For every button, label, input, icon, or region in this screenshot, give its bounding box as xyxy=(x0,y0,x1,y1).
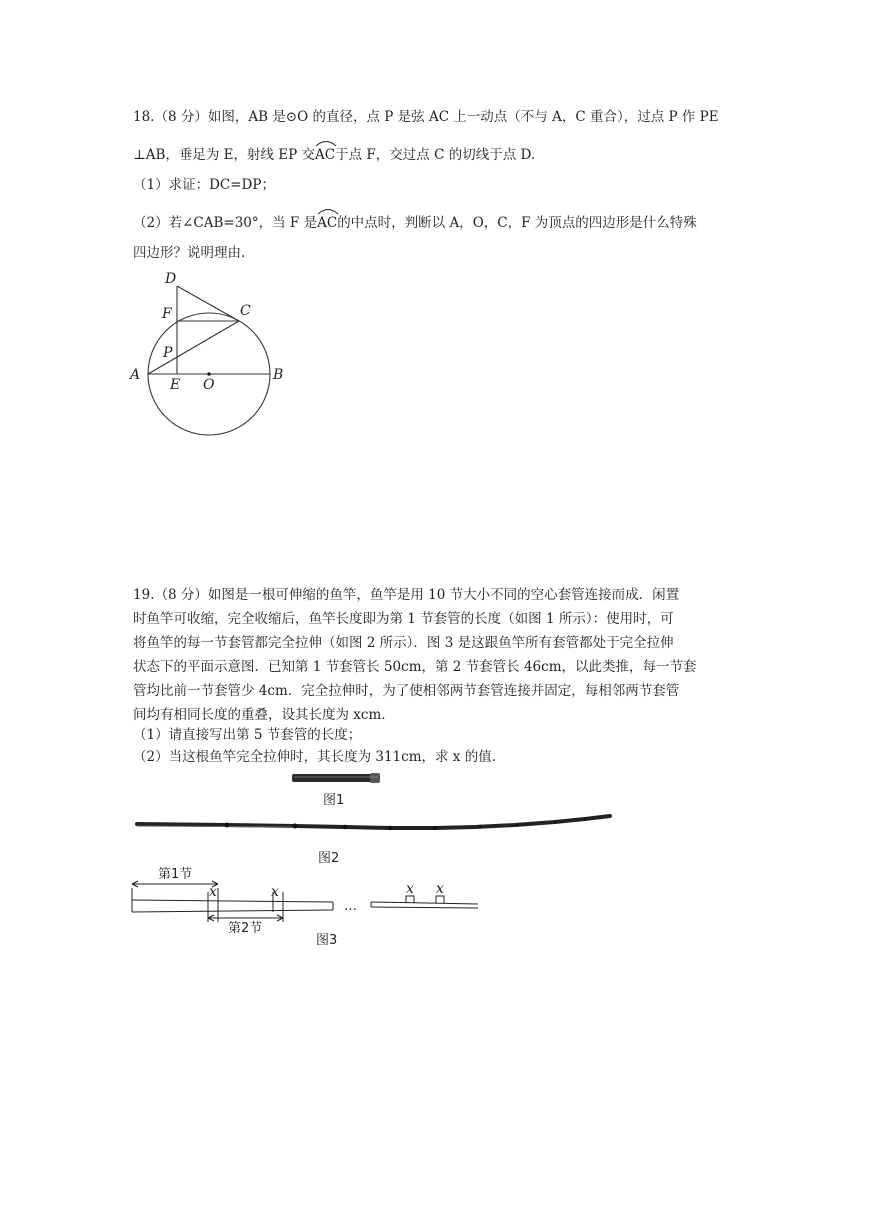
arc-ac-label-2: AC xyxy=(317,210,337,232)
joint xyxy=(388,826,392,830)
joint xyxy=(478,825,482,829)
q19-part1: （1）请直接写出第 5 节套管的长度； xyxy=(133,727,362,743)
q19-line1: 19.（8 分）如图是一根可伸缩的鱼竿，鱼竿是用 10 节大小不同的空心套管连接而成．闲置 xyxy=(133,587,680,603)
q18-part1: （1）求证：DC=DP； xyxy=(133,177,275,193)
label-o: O xyxy=(203,377,215,393)
rod-body xyxy=(292,774,380,782)
label-p: P xyxy=(163,345,173,361)
label-b: B xyxy=(273,367,284,383)
joint xyxy=(343,825,348,830)
fig3-schematic xyxy=(128,862,488,952)
fig3-label-seg2: 第2节 xyxy=(228,921,263,936)
fig1-collapsed-rod xyxy=(290,768,390,812)
chord-ac xyxy=(148,321,239,374)
label-d: D xyxy=(165,271,177,287)
joint xyxy=(433,826,437,830)
joint xyxy=(225,823,230,828)
q18-geometry-figure xyxy=(125,268,295,448)
joint xyxy=(293,824,298,829)
arc-ac-label: AC xyxy=(315,142,335,164)
arc-mark-icon xyxy=(315,139,337,147)
q18-line2-start: ⊥AB，垂足为 E，射线 EP 交 xyxy=(133,147,316,163)
fig3-label-seg1: 第1节 xyxy=(158,867,193,882)
label-e: E xyxy=(170,377,181,393)
q19-line3: 将鱼竿的每一节套管都完全拉伸（如图 2 所示）．图 3 是这跟鱼竿所有套管都处于完全拉伸 xyxy=(133,635,674,651)
rod-top xyxy=(132,900,333,902)
arc-mark-icon xyxy=(317,207,339,215)
fig2-caption: 图2 xyxy=(318,851,340,866)
label-a: A xyxy=(130,367,141,383)
q19-line4: 状态下的平面示意图．已知第 1 节套管长 50cm，第 2 节套管长 46cm，以此类推，每一节套 xyxy=(133,659,697,675)
q18-line2-end: 于点 F，交过点 C 的切线于点 D. xyxy=(335,147,536,163)
fig3-x-3: x xyxy=(406,881,414,897)
fig3-ellipsis: … xyxy=(344,899,357,914)
q18-part2-end: 的中点时，判断以 A，O，C，F 为顶点的四边形是什么特殊 xyxy=(337,215,697,231)
center-dot xyxy=(207,372,211,376)
fig3-x-4: x xyxy=(436,881,444,897)
q19-line2: 时鱼竿可收缩，完全收缩后，鱼竿长度即为第 1 节套管的长度（如图 1 所示）：使用时，可 xyxy=(133,611,674,627)
fig3-x-2: x xyxy=(271,884,279,900)
q19-line5: 管均比前一节套管少 4cm．完全拉伸时，为了使相邻两节套管连接并固定，每相邻两节套管 xyxy=(133,683,680,699)
fig1-caption: 图1 xyxy=(323,793,345,808)
q18-part2-start: （2）若∠CAB=30°，当 F 是 xyxy=(133,215,318,231)
rod-bottom xyxy=(132,910,333,912)
q19-line6: 间均有相同长度的重叠，设其长度为 xcm. xyxy=(133,707,386,723)
rod-tip xyxy=(370,773,380,783)
fig2-extended-rod xyxy=(135,812,615,868)
label-f: F xyxy=(162,306,172,322)
label-c: C xyxy=(240,303,251,319)
q19-part2: （2）当这根鱼竿完全拉伸时，其长度为 311cm，求 x 的值. xyxy=(133,749,496,765)
q18-line1: 18.（8 分）如图，AB 是⊙O 的直径，点 P 是弦 AC 上一动点（不与 A，C 重合），过点 P 作 PE xyxy=(133,109,719,125)
joint xyxy=(515,823,518,826)
joint xyxy=(584,818,586,820)
q18-line2 xyxy=(133,142,535,164)
q18-part2-cont: 四边形？说明理由. xyxy=(133,245,246,261)
q18-part2 xyxy=(133,210,697,232)
joint xyxy=(554,821,557,824)
fig3-x-1: x xyxy=(209,884,217,900)
tangent-cd xyxy=(177,286,239,321)
fig3-caption: 图3 xyxy=(316,933,338,948)
